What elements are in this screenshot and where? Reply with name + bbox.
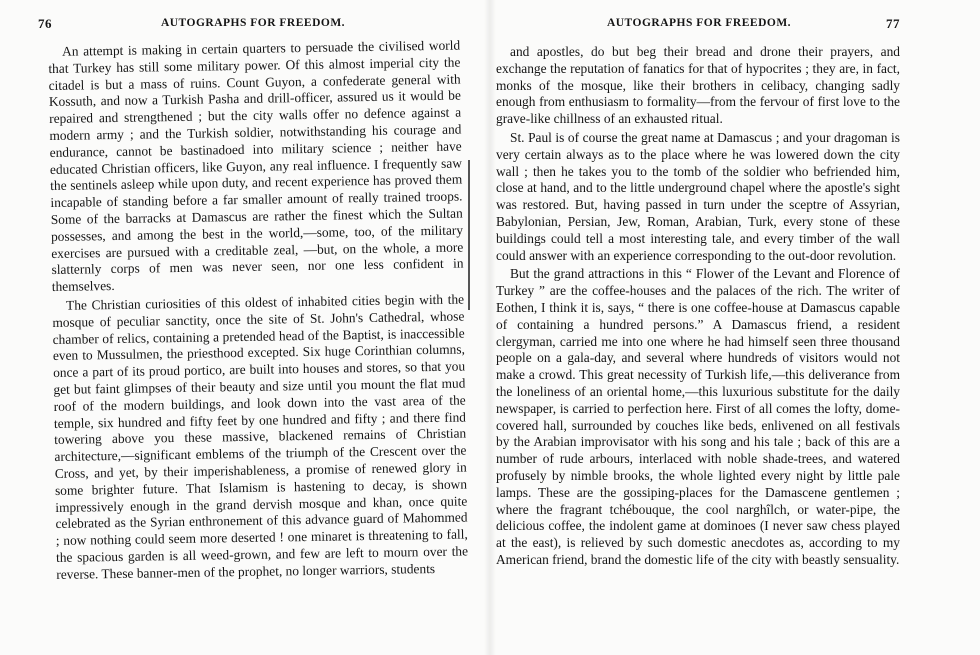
right-text-block (496, 44, 900, 569)
left-running-title: AUTOGRAPHS FOR FREEDOM. (160, 17, 346, 29)
left-text-block (48, 38, 468, 584)
left-paragraph-1: An attempt is making in certain quarters to persuade the civilised world that Turkey has still some military power. Of this almost imperial city the citadel is but a mass of ruins. Count Guyon, a confederate general with Kossuth, and now a Turkish Pasha and drill-officer, assured us it would be repaired and strengthened ; but the city walls offer no defence against a modern army ; and the Turkish soldier, notwithstanding his courage and endurance, cannot be bastinadoed into military science ; neither have educated Christian officers, like Guyon, any real influence. I frequently saw the sentinels asleep while upon duty, and recent experience has proved them incapable of standing before a far smaller amount of really trained troops. Some of the barracks at Damascus are rather the finest which the Sultan possesses, and among the best in the world,—some, too, of the military exercises are pursued with a creditable zeal, —but, on the whole, a more slatternly corps of men was never seen, nor one less confident in themselves. (48, 37, 464, 295)
left-paragraph-2: The Christian curiosities of this oldest of inhabited cities begin with the mosque of peculiar sanctity, once the site of St. John's Cathedral, whose chamber of relics, containing a pretended head of the Baptist, is inaccessible even to Mussulmen, the priesthood excepted. Six huge Corinthian columns, once a part of its proud portico, are built into houses and stores, so that you get but faint glimpses of their beauty and size until you mount the flat mud roof of the modern buildings, and look down into the vast area of the temple, six hundred and fifty feet by one hundred and fifty ; and there find towering above you these massive, blackened remains of Christian architecture,—significant emblems of the triumph of the Crescent over the Cross, and yet, by their imperishableness, a promise of renewed glory in some brighter future. That Islamism is hastening to decay, is shown impressively enough in the grand dervish mosque and khan, once quite celebrated as the Syrian enthronement of this advance guard of Mahommed ; now nothing could seem more deserted ! one minaret is threatening to fall, the spacious garden is all weed-grown, and few are left to mourn over the reverse. These banner-men of the prophet, no longer warriors, students (52, 291, 469, 582)
right-paragraph-1: and apostles, do but beg their bread and drone their prayers, and exchange the reputation of fanatics for that of hypocrites ; they are, in fact, monks of the mosque, like their brothers in celibacy, changing sadly enough from enthusiasm to formality—from the fervour of first love to the grave-like chillness of an exhausted ritual. (496, 44, 900, 127)
left-running-head (38, 16, 468, 32)
right-paragraph-2: St. Paul is of course the great name at Damascus ; and your dragoman is very certain always as to the place where he was lowered down the city wall ; then he takes you to the tomb of the soldier who befriended him, close at hand, and to the little underground chapel where the apostle's sight was restored. But, having passed in turn under the sceptre of Assyrian, Babylonian, Persian, Jew, Roman, Arabian, Turk, every stone of these buildings could tell a most interesting tale, and every timber of the wall could answer with an experience corresponding to the out-door revolution. (496, 129, 900, 263)
right-paragraph-3: But the grand attractions in this “ Flower of the Levant and Florence of Turkey ” are the coffee-houses and the palaces of the rich. The writer of Eothen, I think it is, says, “ there is one coffee-house at Damascus capable of containing a hundred persons.” A Damascus friend, a resident clergyman, carried me into one where he had himself seen three thousand people on a gala-day, and several where hundreds of visitors would not make a crowd. This great necessity of Turkish life,—this deliverance from the loneliness of an oriental home,—this luxurious substitute for the daily newspaper, is carried to perfection here. First of all comes the lofty, dome-covered hall, surrounded by couches like beds, enlivened on all festivals by the Arabian improvisator with his song and his tale ; back of this are a number of rude arbours, interlaced with noble shade-trees, and watered profusely by nimble brooks, the whole lighted every night by little pale lamps. These are the gossiping-places for the Damascene gentlemen ; where the fragrant tchébouque, the cool narghîlch, or water-pipe, the delicious coffee, the indolent game at dominoes (I never saw chess played at the east), is relieved by such domestic anecdotes as, according to my American friend, brand the domestic life of the city with beastly sensuality. (496, 266, 900, 567)
right-page-number: 77 (886, 16, 900, 31)
right-running-title: AUTOGRAPHS FOR FREEDOM. (606, 17, 792, 29)
left-page-number: 76 (38, 16, 52, 31)
right-running-head (498, 16, 900, 32)
margin-rule (468, 160, 470, 310)
right-page (490, 0, 980, 655)
